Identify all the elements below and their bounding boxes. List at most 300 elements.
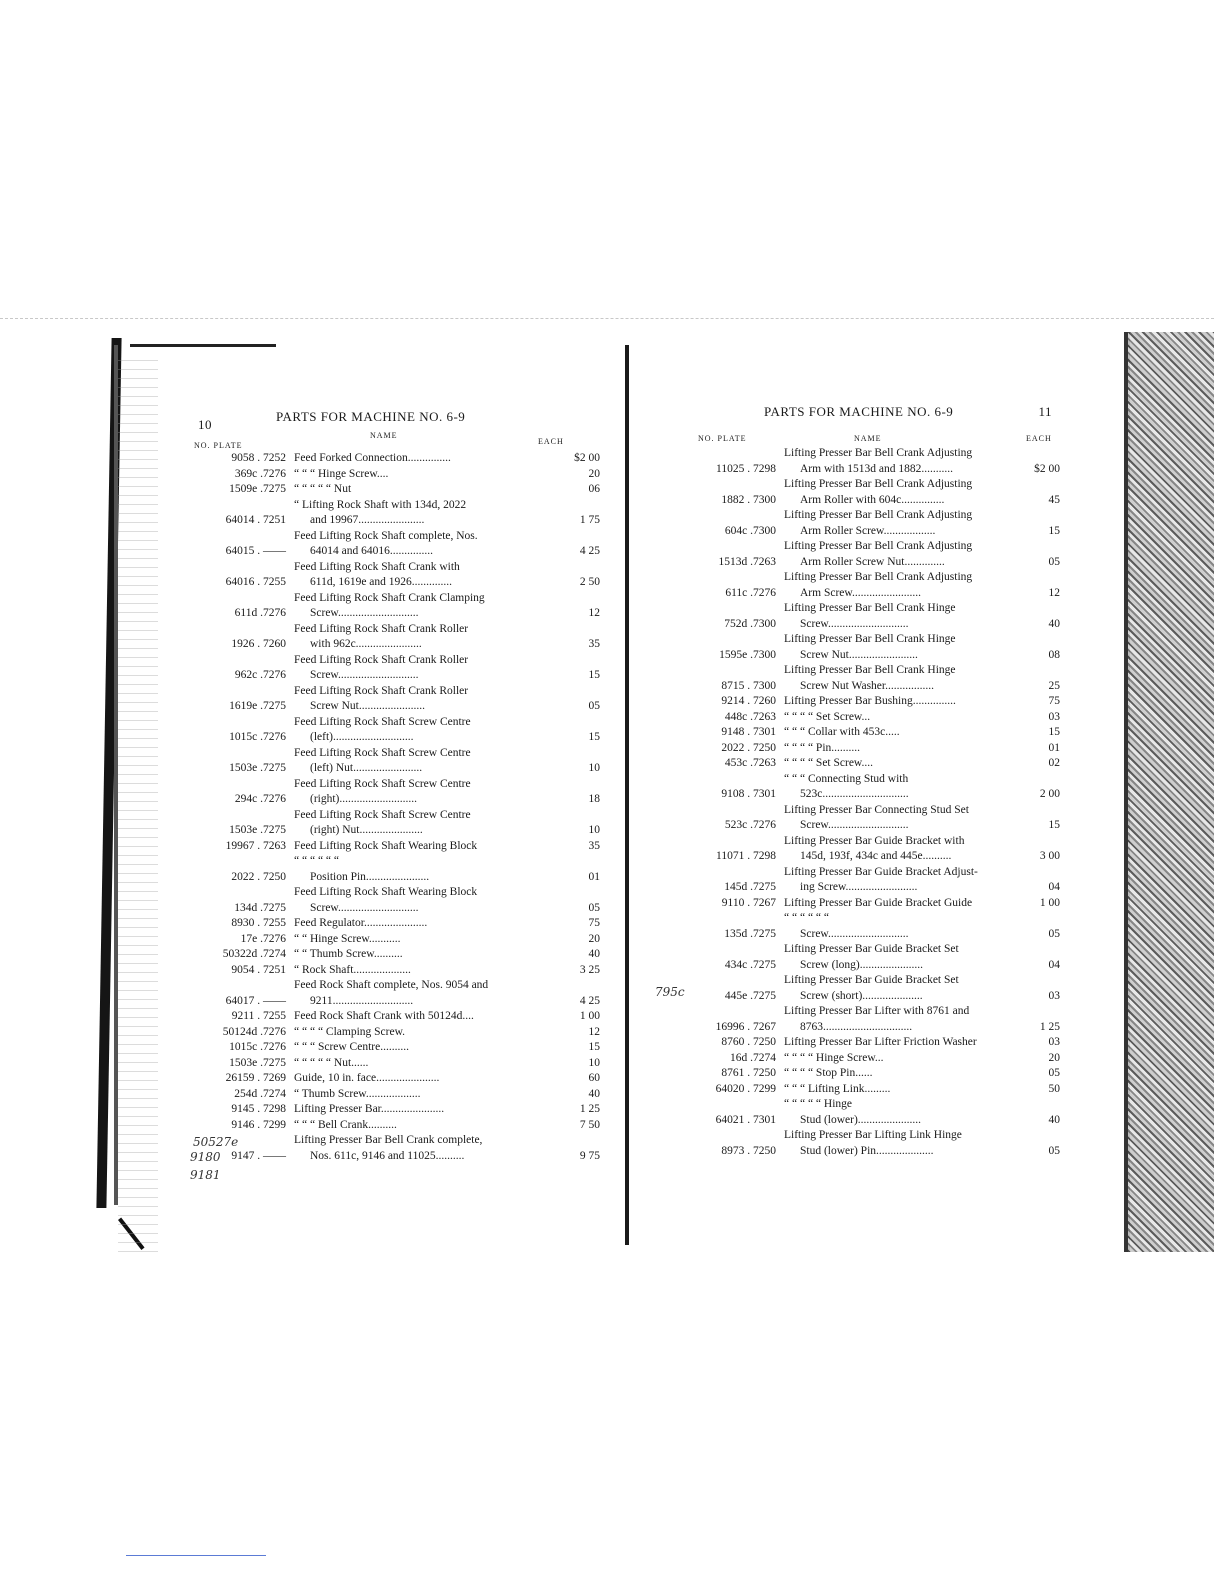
part-name bbox=[294, 885, 560, 916]
part-name bbox=[294, 1133, 560, 1164]
part-name bbox=[294, 777, 560, 808]
part-name bbox=[784, 710, 1020, 726]
parts-list-entry bbox=[190, 839, 600, 855]
part-number-plate: 135d .7275 bbox=[724, 927, 776, 940]
parts-list-entry bbox=[190, 715, 600, 746]
part-name bbox=[784, 1082, 1020, 1098]
part-name-line: Lifting Presser Bar Bell Crank Adjusting bbox=[784, 540, 973, 552]
part-name bbox=[294, 1009, 560, 1025]
right-page bbox=[690, 400, 1060, 1159]
part-name-line: Feed Lifting Rock Shaft Crank with bbox=[294, 560, 460, 573]
part-price: 03 bbox=[1048, 989, 1060, 1002]
part-name bbox=[784, 601, 1020, 632]
part-name bbox=[784, 834, 1020, 865]
part-name-line: and 19967....................... bbox=[310, 514, 425, 526]
parts-list-entry bbox=[690, 896, 1060, 912]
parts-list-entry bbox=[190, 622, 600, 653]
part-name-line: Lifting Presser Bar Lifter Friction Washer bbox=[784, 1036, 977, 1048]
part-price: 05 bbox=[1048, 1144, 1060, 1157]
part-number-plate: 8715 . 7300 bbox=[721, 679, 776, 692]
part-name-line: “ “ “ Connecting Stud with bbox=[784, 772, 909, 785]
part-name bbox=[784, 973, 1020, 1004]
part-name-line: Position Pin...................... bbox=[310, 870, 430, 883]
part-name-line: “ “ “ “ “ “ bbox=[784, 912, 830, 924]
part-number-plate: 8930 . 7255 bbox=[231, 917, 286, 929]
right-parts-list bbox=[690, 446, 1060, 1159]
parts-list-entry bbox=[690, 1097, 1060, 1128]
part-price: 12 bbox=[588, 1025, 600, 1038]
part-name bbox=[784, 911, 1020, 942]
part-name bbox=[294, 746, 560, 777]
part-number-plate: 9054 . 7251 bbox=[231, 963, 286, 976]
part-name-line: “ “ “ “ Stop Pin...... bbox=[784, 1067, 873, 1079]
part-price: 1 00 bbox=[1039, 896, 1060, 909]
part-price: 04 bbox=[1048, 881, 1060, 893]
part-number-plate: 145d .7275 bbox=[724, 881, 776, 893]
part-number-plate: 8973 . 7250 bbox=[721, 1144, 776, 1157]
part-number-plate: 64017 . —— bbox=[225, 994, 286, 1007]
part-name-line: “ “ “ “ Hinge Screw... bbox=[784, 1051, 884, 1064]
parts-list-entry bbox=[190, 1071, 600, 1087]
part-name bbox=[784, 1035, 1020, 1051]
part-number-plate: 64020 . 7299 bbox=[715, 1082, 776, 1095]
part-price: 40 bbox=[1048, 1113, 1060, 1126]
part-number-plate: 1595e .7300 bbox=[719, 648, 776, 661]
part-name-line: 64014 and 64016............... bbox=[310, 545, 433, 557]
part-name-line: Feed Lifting Rock Shaft Crank Clamping bbox=[294, 591, 485, 604]
col-no-plate: NO. PLATE bbox=[194, 441, 243, 450]
part-name bbox=[294, 808, 560, 839]
part-name bbox=[294, 932, 560, 948]
part-number-plate: 1882 . 7300 bbox=[721, 493, 776, 506]
part-number-plate: 9110 . 7267 bbox=[721, 896, 776, 909]
part-name bbox=[784, 1051, 1020, 1067]
parts-list-entry bbox=[690, 570, 1060, 601]
part-name-line: ing Screw......................... bbox=[800, 881, 918, 893]
parts-list-entry bbox=[190, 451, 600, 467]
part-name bbox=[784, 942, 1020, 973]
part-number-plate: 1015c .7276 bbox=[229, 1041, 286, 1053]
scan-noise-right bbox=[1128, 332, 1214, 1252]
part-name-line: 145d, 193f, 434c and 445e.......... bbox=[800, 850, 952, 862]
parts-list-entry bbox=[190, 1056, 600, 1072]
part-price: 3 25 bbox=[579, 963, 600, 976]
parts-list-entry bbox=[690, 741, 1060, 757]
part-name-line: Feed Rock Shaft complete, Nos. 9054 and bbox=[294, 979, 489, 991]
parts-list-entry bbox=[690, 803, 1060, 834]
part-name-line: Feed Lifting Rock Shaft Wearing Block bbox=[294, 886, 478, 898]
part-number-plate: 11025 . 7298 bbox=[716, 462, 776, 475]
part-number-plate: 9058 . 7252 bbox=[231, 452, 286, 464]
part-name bbox=[784, 725, 1020, 741]
part-price: 3 00 bbox=[1039, 850, 1060, 862]
parts-list-entry bbox=[190, 1025, 600, 1041]
part-price: 20 bbox=[588, 932, 600, 945]
part-name bbox=[294, 467, 560, 483]
part-name-line: Stud (lower) Pin.................... bbox=[800, 1144, 934, 1157]
part-name-line: “ “ “ Hinge Screw.... bbox=[294, 467, 389, 480]
part-name-line: “ Thumb Screw................... bbox=[294, 1087, 421, 1100]
part-name bbox=[294, 1040, 560, 1056]
part-name-line: “ “ “ “ “ Hinge bbox=[784, 1098, 853, 1110]
parts-list-entry bbox=[190, 1040, 600, 1056]
part-name-line: Feed Regulator...................... bbox=[294, 917, 428, 929]
part-name bbox=[784, 756, 1020, 772]
part-price: 10 bbox=[588, 1056, 600, 1069]
part-price: 40 bbox=[588, 1087, 600, 1100]
part-name-line: Feed Lifting Rock Shaft Crank Roller bbox=[294, 653, 469, 666]
parts-list-entry bbox=[690, 756, 1060, 772]
parts-list-entry bbox=[190, 653, 600, 684]
parts-list-entry bbox=[690, 865, 1060, 896]
part-name bbox=[784, 477, 1020, 508]
scan-edge-line bbox=[0, 318, 1214, 319]
part-name bbox=[294, 591, 560, 622]
part-name bbox=[294, 839, 560, 855]
parts-list-entry bbox=[190, 854, 600, 885]
part-name-line: “ Rock Shaft.................... bbox=[294, 963, 411, 976]
part-price: 04 bbox=[1048, 958, 1060, 971]
bottom-link-underline bbox=[126, 1555, 266, 1556]
parts-list-entry bbox=[690, 710, 1060, 726]
part-name-line: Lifting Presser Bar Bell Crank complete, bbox=[294, 1134, 483, 1146]
parts-list-entry bbox=[690, 772, 1060, 803]
part-price: 20 bbox=[588, 467, 600, 480]
part-price: 02 bbox=[1048, 757, 1060, 769]
part-name-line: Lifting Presser Bar Bushing............... bbox=[784, 695, 956, 707]
part-name bbox=[294, 1118, 560, 1134]
part-name-line: Lifting Presser Bar Bell Crank Hinge bbox=[784, 602, 956, 614]
part-name-line: “ “ “ “ “ Nut...... bbox=[294, 1056, 369, 1069]
parts-list-entry bbox=[190, 947, 600, 963]
part-price: 03 bbox=[1048, 710, 1060, 723]
binding-top-edge bbox=[130, 344, 276, 347]
handwritten-note: 50527e bbox=[193, 1135, 239, 1149]
part-name-line: Lifting Presser Bar Bell Crank Adjusting bbox=[784, 571, 973, 583]
part-name-line: “ “ “ Bell Crank.......... bbox=[294, 1118, 397, 1131]
part-price: 10 bbox=[588, 762, 600, 774]
part-name bbox=[294, 854, 560, 885]
part-name bbox=[294, 622, 560, 653]
part-price: 4 25 bbox=[579, 545, 600, 557]
part-name-line: Feed Lifting Rock Shaft Screw Centre bbox=[294, 715, 471, 728]
part-name-line: Screw (short)..................... bbox=[800, 989, 923, 1002]
parts-list-entry bbox=[190, 746, 600, 777]
part-name bbox=[294, 1025, 560, 1041]
part-price: 05 bbox=[588, 901, 600, 914]
part-name-line: Feed Lifting Rock Shaft Crank Roller bbox=[294, 622, 469, 635]
part-name-line: Feed Rock Shaft Crank with 50124d.... bbox=[294, 1010, 474, 1022]
part-name-line: Screw Nut........................ bbox=[800, 648, 918, 661]
part-number-plate: 17e .7276 bbox=[240, 932, 286, 945]
part-name-line: Screw............................ bbox=[310, 669, 419, 681]
part-name bbox=[784, 1004, 1020, 1035]
handwritten-note: 795c bbox=[655, 985, 685, 999]
parts-list-entry bbox=[690, 1035, 1060, 1051]
part-name-line: “ Lifting Rock Shaft with 134d, 2022 bbox=[294, 498, 467, 511]
part-price: 08 bbox=[1048, 648, 1060, 661]
part-name-line: Feed Lifting Rock Shaft Screw Centre bbox=[294, 746, 471, 759]
part-name bbox=[784, 803, 1020, 834]
part-price: 12 bbox=[1048, 586, 1060, 599]
part-name-line: Lifting Presser Bar Bell Crank Hinge bbox=[784, 664, 956, 676]
col-name: NAME bbox=[370, 431, 398, 440]
parts-list-entry bbox=[690, 477, 1060, 508]
part-price: 05 bbox=[1048, 1067, 1060, 1079]
part-number-plate: 1513d .7263 bbox=[718, 555, 776, 568]
part-name-line: Screw............................ bbox=[310, 607, 419, 619]
part-name bbox=[784, 446, 1020, 477]
part-number-plate: 26159 . 7269 bbox=[225, 1072, 286, 1084]
part-price: 45 bbox=[1048, 493, 1060, 506]
part-name bbox=[294, 684, 560, 715]
part-name-line: Lifting Presser Bar Guide Bracket Set bbox=[784, 943, 959, 955]
parts-list-entry bbox=[190, 467, 600, 483]
handwritten-note: 9180 bbox=[190, 1150, 221, 1164]
part-price: 25 bbox=[1048, 679, 1060, 692]
parts-list-entry bbox=[690, 1082, 1060, 1098]
part-name-line: “ “ “ Screw Centre.......... bbox=[294, 1041, 409, 1053]
part-number-plate: 523c .7276 bbox=[724, 819, 776, 831]
part-number-plate: 9145 . 7298 bbox=[231, 1103, 286, 1115]
left-page bbox=[190, 405, 600, 1164]
part-price: 05 bbox=[1048, 927, 1060, 940]
parts-list-entry bbox=[690, 973, 1060, 1004]
part-price: 18 bbox=[588, 793, 600, 805]
part-price: 4 25 bbox=[579, 994, 600, 1007]
part-number-plate: 369c .7276 bbox=[234, 467, 286, 480]
part-price: 06 bbox=[588, 483, 600, 495]
parts-list-entry bbox=[190, 963, 600, 979]
part-price: $2 00 bbox=[1034, 462, 1060, 475]
col-each: EACH bbox=[1026, 434, 1052, 443]
parts-list-entry bbox=[190, 1087, 600, 1103]
part-name-line: Arm Roller Screw Nut.............. bbox=[800, 555, 945, 568]
left-page-header bbox=[190, 405, 600, 432]
part-price: 35 bbox=[588, 638, 600, 650]
part-name-line: 523c.............................. bbox=[800, 788, 909, 800]
parts-list-entry bbox=[690, 632, 1060, 663]
part-name-line: Stud (lower)...................... bbox=[800, 1113, 922, 1126]
parts-list-entry bbox=[190, 482, 600, 498]
part-name bbox=[294, 947, 560, 963]
part-price: 01 bbox=[1048, 741, 1060, 754]
parts-list-entry bbox=[690, 911, 1060, 942]
right-page-number: 11 bbox=[1038, 404, 1052, 419]
part-name-line: Lifting Presser Bar Bell Crank Adjusting bbox=[784, 509, 973, 521]
part-number-plate: 9214 . 7260 bbox=[721, 695, 776, 707]
part-price: 1 00 bbox=[579, 1010, 600, 1022]
part-price: 40 bbox=[1048, 617, 1060, 630]
part-name-line: Feed Lifting Rock Shaft Crank Roller bbox=[294, 684, 469, 697]
part-number-plate: 1509e .7275 bbox=[229, 483, 286, 495]
part-name-line: Arm Roller with 604c............... bbox=[800, 493, 945, 506]
part-name bbox=[784, 1128, 1020, 1159]
part-name-line: “ “ “ “ Set Screw... bbox=[784, 710, 871, 723]
part-number-plate: 1503e .7275 bbox=[229, 824, 286, 836]
part-name-line: Lifting Presser Bar Guide Bracket Adjust- bbox=[784, 865, 978, 878]
part-name-line: (left)............................ bbox=[310, 731, 414, 743]
part-name bbox=[294, 1071, 560, 1087]
part-name-line: Lifting Presser Bar Bell Crank Hinge bbox=[784, 633, 956, 645]
part-name-line: “ “ Hinge Screw........... bbox=[294, 932, 401, 945]
right-page-header bbox=[690, 400, 1060, 424]
part-number-plate: 1503e .7275 bbox=[229, 762, 286, 774]
part-number-plate: 254d .7274 bbox=[234, 1087, 286, 1100]
parts-list-entry bbox=[690, 1066, 1060, 1082]
parts-list-entry bbox=[190, 1118, 600, 1134]
parts-list-entry bbox=[690, 539, 1060, 570]
parts-list-entry bbox=[690, 1004, 1060, 1035]
part-price: 50 bbox=[1048, 1082, 1060, 1095]
part-name-line: Arm with 1513d and 1882........... bbox=[800, 462, 954, 475]
part-name bbox=[784, 1066, 1020, 1082]
part-price: 2 50 bbox=[579, 576, 600, 588]
part-price: 05 bbox=[1048, 555, 1060, 568]
parts-list-entry bbox=[190, 1102, 600, 1118]
parts-list-entry bbox=[190, 916, 600, 932]
part-name-line: “ “ Thumb Screw.......... bbox=[294, 948, 403, 960]
part-name-line: “ “ “ “ Set Screw.... bbox=[784, 757, 873, 769]
part-name-line: (right)........................... bbox=[310, 793, 418, 805]
part-price: 7 50 bbox=[579, 1118, 600, 1131]
part-number-plate: 9147 . —— bbox=[231, 1149, 286, 1162]
parts-list-entry bbox=[190, 932, 600, 948]
part-name-line: Lifting Presser Bar Bell Crank Adjusting bbox=[784, 447, 973, 459]
part-name bbox=[784, 694, 1020, 710]
col-no-plate: NO. PLATE bbox=[698, 434, 747, 443]
part-price: 9 75 bbox=[579, 1149, 600, 1162]
part-price: 2 00 bbox=[1039, 788, 1060, 800]
part-name-line: Nos. 611c, 9146 and 11025.......... bbox=[310, 1149, 465, 1162]
part-name-line: Lifting Presser Bar Bell Crank Adjusting bbox=[784, 478, 973, 490]
part-number-plate: 611d .7276 bbox=[234, 607, 286, 619]
handwritten-note: 9181 bbox=[190, 1168, 221, 1182]
part-name bbox=[784, 1097, 1020, 1128]
part-number-plate: 9146 . 7299 bbox=[231, 1118, 286, 1131]
part-number-plate: 434c .7275 bbox=[724, 958, 776, 971]
part-name-line: “ “ “ “ Pin.......... bbox=[784, 741, 861, 754]
part-number-plate: 9108 . 7301 bbox=[721, 788, 776, 800]
part-number-plate: 2022 . 7250 bbox=[721, 741, 776, 754]
right-page-title: PARTS FOR MACHINE NO. 6-9 bbox=[764, 404, 954, 419]
part-name bbox=[294, 498, 560, 529]
part-number-plate: 19967 . 7263 bbox=[225, 839, 286, 852]
part-number-plate: 8760 . 7250 bbox=[721, 1036, 776, 1048]
part-name-line: Feed Forked Connection............... bbox=[294, 452, 451, 464]
part-number-plate: 604c .7300 bbox=[724, 524, 776, 537]
part-price: 75 bbox=[1048, 695, 1060, 707]
part-name-line: Lifting Presser Bar Connecting Stud Set bbox=[784, 803, 969, 816]
part-name-line: Lifting Presser Bar...................... bbox=[294, 1103, 445, 1115]
part-name bbox=[784, 539, 1020, 570]
part-number-plate: 9211 . 7255 bbox=[231, 1010, 286, 1022]
part-number-plate: 2022 . 7250 bbox=[231, 870, 286, 883]
part-number-plate: 50124d .7276 bbox=[222, 1025, 286, 1038]
part-name-line: Screw............................ bbox=[800, 617, 909, 630]
parts-list-entry bbox=[190, 808, 600, 839]
part-number-plate: 1015c .7276 bbox=[229, 731, 286, 743]
part-number-plate: 134d .7275 bbox=[234, 901, 286, 914]
left-column-headers bbox=[190, 429, 600, 451]
part-name bbox=[294, 1102, 560, 1118]
part-name-line: 9211............................ bbox=[310, 994, 414, 1007]
part-number-plate: 50322d .7274 bbox=[222, 948, 286, 960]
part-price: 15 bbox=[588, 669, 600, 681]
part-number-plate: 9148 . 7301 bbox=[721, 726, 776, 738]
part-name bbox=[294, 963, 560, 979]
part-name-line: (left) Nut........................ bbox=[310, 762, 423, 774]
part-price: 03 bbox=[1048, 1036, 1060, 1048]
part-number-plate: 962c .7276 bbox=[234, 669, 286, 681]
part-name-line: Lifting Presser Bar Guide Bracket Set bbox=[784, 974, 959, 986]
part-name bbox=[294, 916, 560, 932]
parts-list-entry bbox=[190, 777, 600, 808]
part-number-plate: 11071 . 7298 bbox=[716, 850, 776, 862]
part-price: 1 25 bbox=[1039, 1020, 1060, 1033]
part-name-line: Screw (long)...................... bbox=[800, 958, 923, 971]
part-name bbox=[784, 508, 1020, 539]
parts-list-entry bbox=[690, 1051, 1060, 1067]
part-name-line: with 962c....................... bbox=[310, 638, 422, 650]
parts-list-entry bbox=[190, 529, 600, 560]
part-number-plate: 64016 . 7255 bbox=[225, 576, 286, 588]
part-name-line: Screw............................ bbox=[800, 819, 909, 831]
part-name-line: Lifting Presser Bar Guide Bracket Guide bbox=[784, 896, 973, 909]
part-name bbox=[294, 715, 560, 746]
part-number-plate: 611c .7276 bbox=[725, 586, 776, 599]
part-price: 15 bbox=[588, 1041, 600, 1053]
part-name-line: Feed Lifting Rock Shaft complete, Nos. bbox=[294, 529, 478, 542]
part-name-line: “ “ “ Lifting Link......... bbox=[784, 1082, 891, 1095]
part-price: 15 bbox=[1048, 524, 1060, 537]
part-name-line: Screw............................ bbox=[310, 901, 419, 914]
part-name-line: Screw............................ bbox=[800, 927, 909, 940]
part-name-line: Lifting Presser Bar Lifter with 8761 and bbox=[784, 1005, 970, 1017]
part-price: 05 bbox=[588, 700, 600, 712]
part-price: 40 bbox=[588, 948, 600, 960]
part-number-plate: 294c .7276 bbox=[234, 793, 286, 805]
part-number-plate: 445e .7275 bbox=[724, 989, 776, 1002]
parts-list-entry bbox=[690, 663, 1060, 694]
parts-list-entry bbox=[190, 591, 600, 622]
parts-list-entry bbox=[690, 694, 1060, 710]
part-number-plate: 64014 . 7251 bbox=[225, 514, 286, 526]
part-name bbox=[294, 560, 560, 591]
part-name-line: “ “ “ “ “ “ bbox=[294, 855, 340, 867]
part-number-plate: 16996 . 7267 bbox=[715, 1020, 776, 1033]
part-price: 01 bbox=[588, 870, 600, 883]
part-name-line: Guide, 10 in. face...................... bbox=[294, 1072, 440, 1084]
part-number-plate: 1926 . 7260 bbox=[231, 638, 286, 650]
parts-list-entry bbox=[690, 834, 1060, 865]
part-name-line: Lifting Presser Bar Guide Bracket with bbox=[784, 834, 965, 847]
parts-list-entry bbox=[190, 498, 600, 529]
part-name-line: “ “ “ “ “ Nut bbox=[294, 483, 352, 495]
part-name bbox=[784, 741, 1020, 757]
parts-list-entry bbox=[190, 885, 600, 916]
part-name-line: Feed Lifting Rock Shaft Wearing Block bbox=[294, 839, 478, 852]
left-page-title: PARTS FOR MACHINE NO. 6-9 bbox=[276, 409, 466, 424]
part-number-plate: 453c .7263 bbox=[724, 757, 776, 769]
part-name bbox=[294, 978, 560, 1009]
part-name bbox=[784, 663, 1020, 694]
parts-list-entry bbox=[690, 601, 1060, 632]
right-column-headers bbox=[690, 424, 1060, 446]
part-name-line: Feed Lifting Rock Shaft Screw Centre bbox=[294, 808, 471, 821]
part-price: 1 75 bbox=[579, 514, 600, 526]
part-number-plate: 16d .7274 bbox=[730, 1051, 776, 1064]
